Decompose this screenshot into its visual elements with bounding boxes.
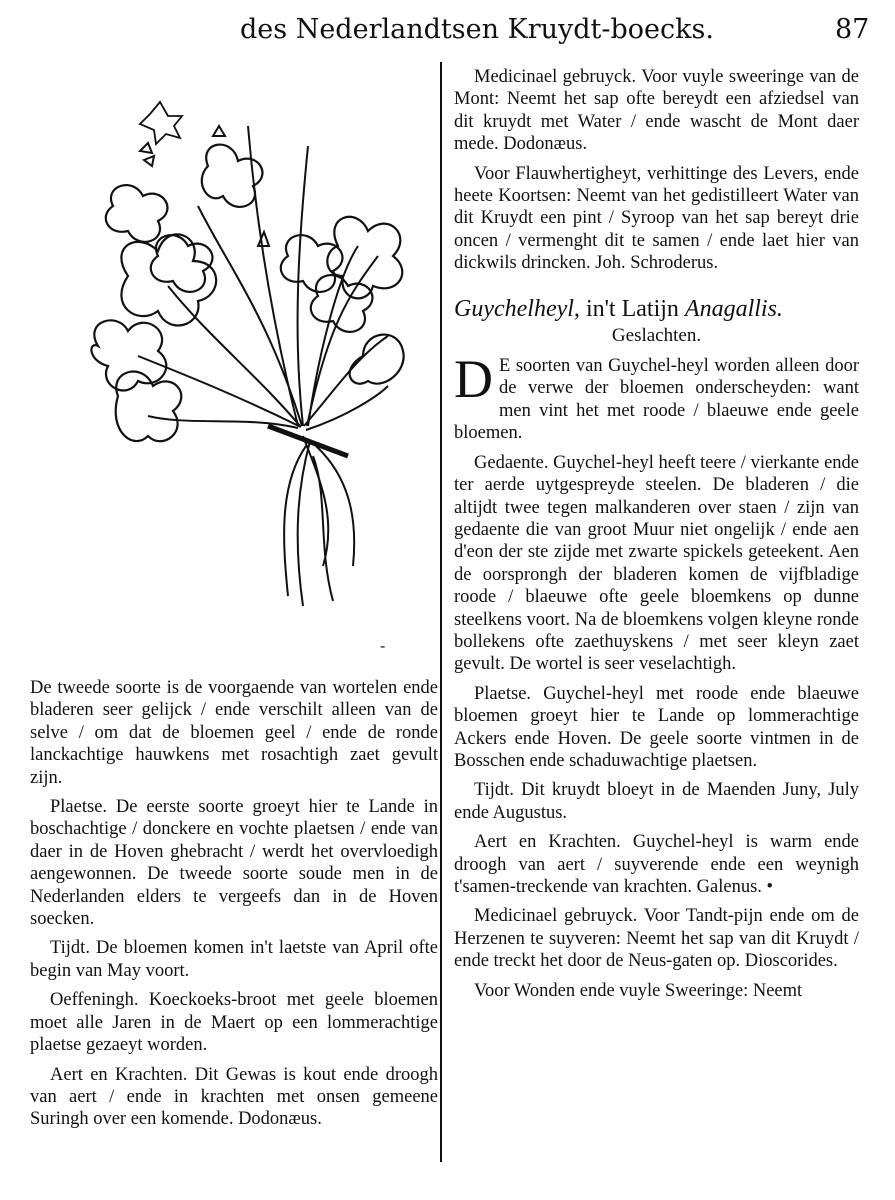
plant-illustration: [88, 96, 406, 612]
paragraph: Medicinael gebruyck. Voor vuyle sweeringe van de Mont: Neemt het sap ofte bereydt een afziedsel van dit kruydt met Water / ende wascht de Mont daer mede. Dodonæus.: [454, 67, 859, 155]
section-title-name: Guychelheyl,: [454, 295, 580, 322]
running-head: des Nederlandtsen Kruydt-boecks.: [240, 14, 714, 45]
page-number: 87: [835, 14, 870, 45]
paragraph: Medicinael gebruyck. Voor Tandt-pijn ende om de Herzenen te suyveren: Neemt het sap van dit Kruydt / ende treckt het door de Neus-gaten op. Dioscorides.: [454, 906, 859, 972]
paragraph: Aert en Krachten. Guychel-heyl is warm ende droogh van aert / suyverende ende een weynigh t'samen-treckende van krachten. Galenus. •: [454, 832, 859, 897]
left-column: [30, 677, 438, 1138]
section-title-latin: Anagallis.: [684, 295, 783, 322]
drop-cap: D: [454, 349, 493, 410]
column-rule: [440, 62, 442, 1162]
section-title-mid: in't Latijn: [579, 295, 685, 322]
section-title: [454, 295, 859, 323]
first-paragraph: [454, 349, 859, 445]
paragraph: Voor Wonden ende vuyle Sweeringe: Neemt: [474, 980, 803, 1001]
paragraph: Oeffeningh. Koeckoeks-broot met geele bloemen moet alle Jaren in de Maert op een lommerachtige plaetse gezaeyt worden.: [30, 990, 438, 1056]
paragraph: Plaetse. De eerste soorte groeyt hier te Lande in boschachtige / donckere en vochte plaetsen / ende van daer in de Hoven ghebracht / werdt het overvloedigh aengewonnen. De tweede soorte soude men in de Nederlanden elders te vergeefs dan in de Hoven soecken.: [30, 797, 438, 930]
paragraph: Tijdt. De bloemen komen in't laetste van April ofte begin van May voort.: [30, 938, 438, 981]
first-paragraph-text: E soorten van Guychel-heyl worden alleen door de verwe der bloemen onderscheyden: want men vint het met roode / blaeuwe ende geele bloemen.: [454, 356, 859, 444]
paragraph: Aert en Krachten. Dit Gewas is kout ende droogh van aert / ende in krachten met onsen gemeene Suringh over een komende. Dodonæus.: [30, 1064, 438, 1130]
paragraph: De tweede soorte is de voorgaende van wortelen ende bladeren seer gelijck / ende verschilt alleen van de selve / om dat de bloemen geel / ende de ronde lanckachtige hauwkens met rosachtigh zaet gevult zijn.: [30, 678, 438, 788]
paragraph: Gedaente. Guychel-heyl heeft teere / vierkante ende ter aerde uytgespreyde steelen. De bladeren / die altijdt twee tegen malkanderen over staen / zijn van gedaente die van groot Muur niet ongelijk / ende aen d'eon der ste zijde met zwarte spickels geteekent. Aen de oorsprongh der bladeren komen de vijfbladige roode / blaeuwe ofte geele bloemkens op dunne steelkens voort. Na de bloemkens volgen kleyne ronde bollekens ofte zaethuyskens / met seer kleyn zaet gevult. De wortel is seer veselachtigh.: [454, 452, 859, 675]
paragraph: Voor Flauwhertigheyt, verhittinge des Levers, ende heete Koortsen: Neemt van het gedistilleert Water van dit Kruydt een pint / Syroop van het sap bereyt drie oncen / vermenght dit te samen / ende laet hier van dickwils drincken. Joh. Schroderus.: [454, 163, 859, 274]
paragraph: Tijdt. Dit kruydt bloeyt in de Maenden Juny, July ende Augustus.: [454, 780, 859, 823]
right-column: [454, 66, 859, 1009]
ornament-dash: -: [380, 636, 386, 655]
paragraph: Plaetse. Guychel-heyl met roode ende blaeuwe bloemen groeyt hier te Lande op lommerachtige Ackers ende Hoven. De geele soorte vintmen in de Bosschen ende schaduwachtige plaetsen.: [454, 683, 859, 771]
subheading: Geslachten.: [611, 324, 702, 346]
